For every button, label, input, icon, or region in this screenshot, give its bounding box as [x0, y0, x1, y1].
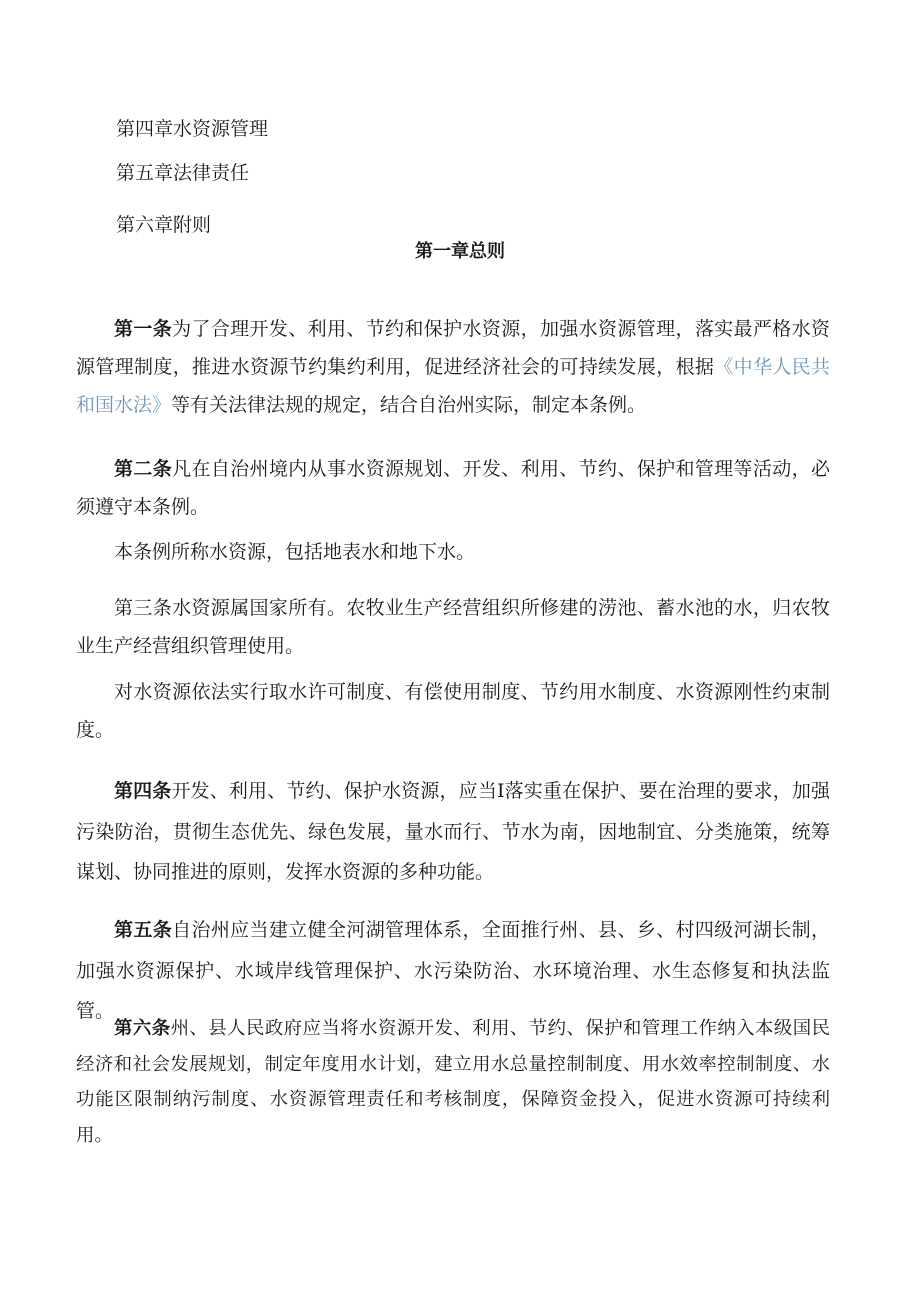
- article-2: [76, 450, 830, 526]
- law-reference-link[interactable]: 《中华人民共和国水法》: [76, 356, 830, 416]
- article-text: 州、县人民政府应当将水资源开发、利用、节约、保护和管理工作纳入本级国民经济和社会发展规划，制定年度用水计划，建立用水总量控制制度、用水效率控制制度、水功能区限制纳污制度、水资源管理责任和考核制度，保障资金投入，促进水资源可持续利用。: [76, 1018, 830, 1146]
- article-text: 开发、利用、节约、保护水资源，应当I落实重在保护、要在治理的要求，加强污染防治，贯彻生态优先、绿色发展，量水而行、节水为南，因地制宜、分类施策，统筹谋划、协同推进的原则，发挥水资源的多种功能。: [76, 780, 830, 883]
- article-number: 第二条: [114, 458, 173, 480]
- article-1: [76, 310, 830, 424]
- article-text: 自治州应当建立健全河湖管理体系，全面推行州、县、乡、村四级河湖长制，加强水资源保护、水域岸线管理保护、水污染防治、水环境治理、水生态修复和执法监管。: [76, 919, 830, 1022]
- article-text: 凡在自治州境内从事水资源规划、开发、利用、节约、保护和管理等活动，必须遵守本条例。: [76, 458, 830, 518]
- toc-item-chapter-4: 第四章水资源管理: [116, 118, 269, 140]
- article-4: [76, 771, 830, 893]
- chapter-title: 第一章总则: [415, 241, 505, 262]
- article-number: 第五条: [114, 919, 173, 941]
- article-text: 等有关法律法规的规定，结合自治州实际，制定本条例。: [171, 394, 647, 416]
- article-text: 为了合理开发、利用、节约和保护水资源，加强水资源管理，落实最严格水资源管理制度，推进水资源节约集约利用，促进经济社会的可持续发展，根据: [76, 318, 830, 378]
- article-3: 第三条水资源属国家所有。农牧业生产经营组织所修建的涝池、蓄水池的水，归农牧业生产经营组织管理使用。: [76, 597, 830, 657]
- article-3-paragraph-2: 对水资源依法实行取水许可制度、有偿使用制度、节约用水制度、水资源刚性约束制度。: [76, 681, 830, 741]
- article-number: 第一条: [114, 318, 173, 340]
- article-number: 第四条: [114, 780, 172, 802]
- article-number: 第六条: [114, 1018, 171, 1039]
- toc-item-chapter-5: 第五章法律责任: [116, 162, 250, 184]
- article-6: [76, 1011, 830, 1153]
- article-2-paragraph-2: 本条例所称水资源，包括地表水和地下水。: [114, 541, 476, 563]
- toc-item-chapter-6: 第六章附则: [116, 214, 212, 236]
